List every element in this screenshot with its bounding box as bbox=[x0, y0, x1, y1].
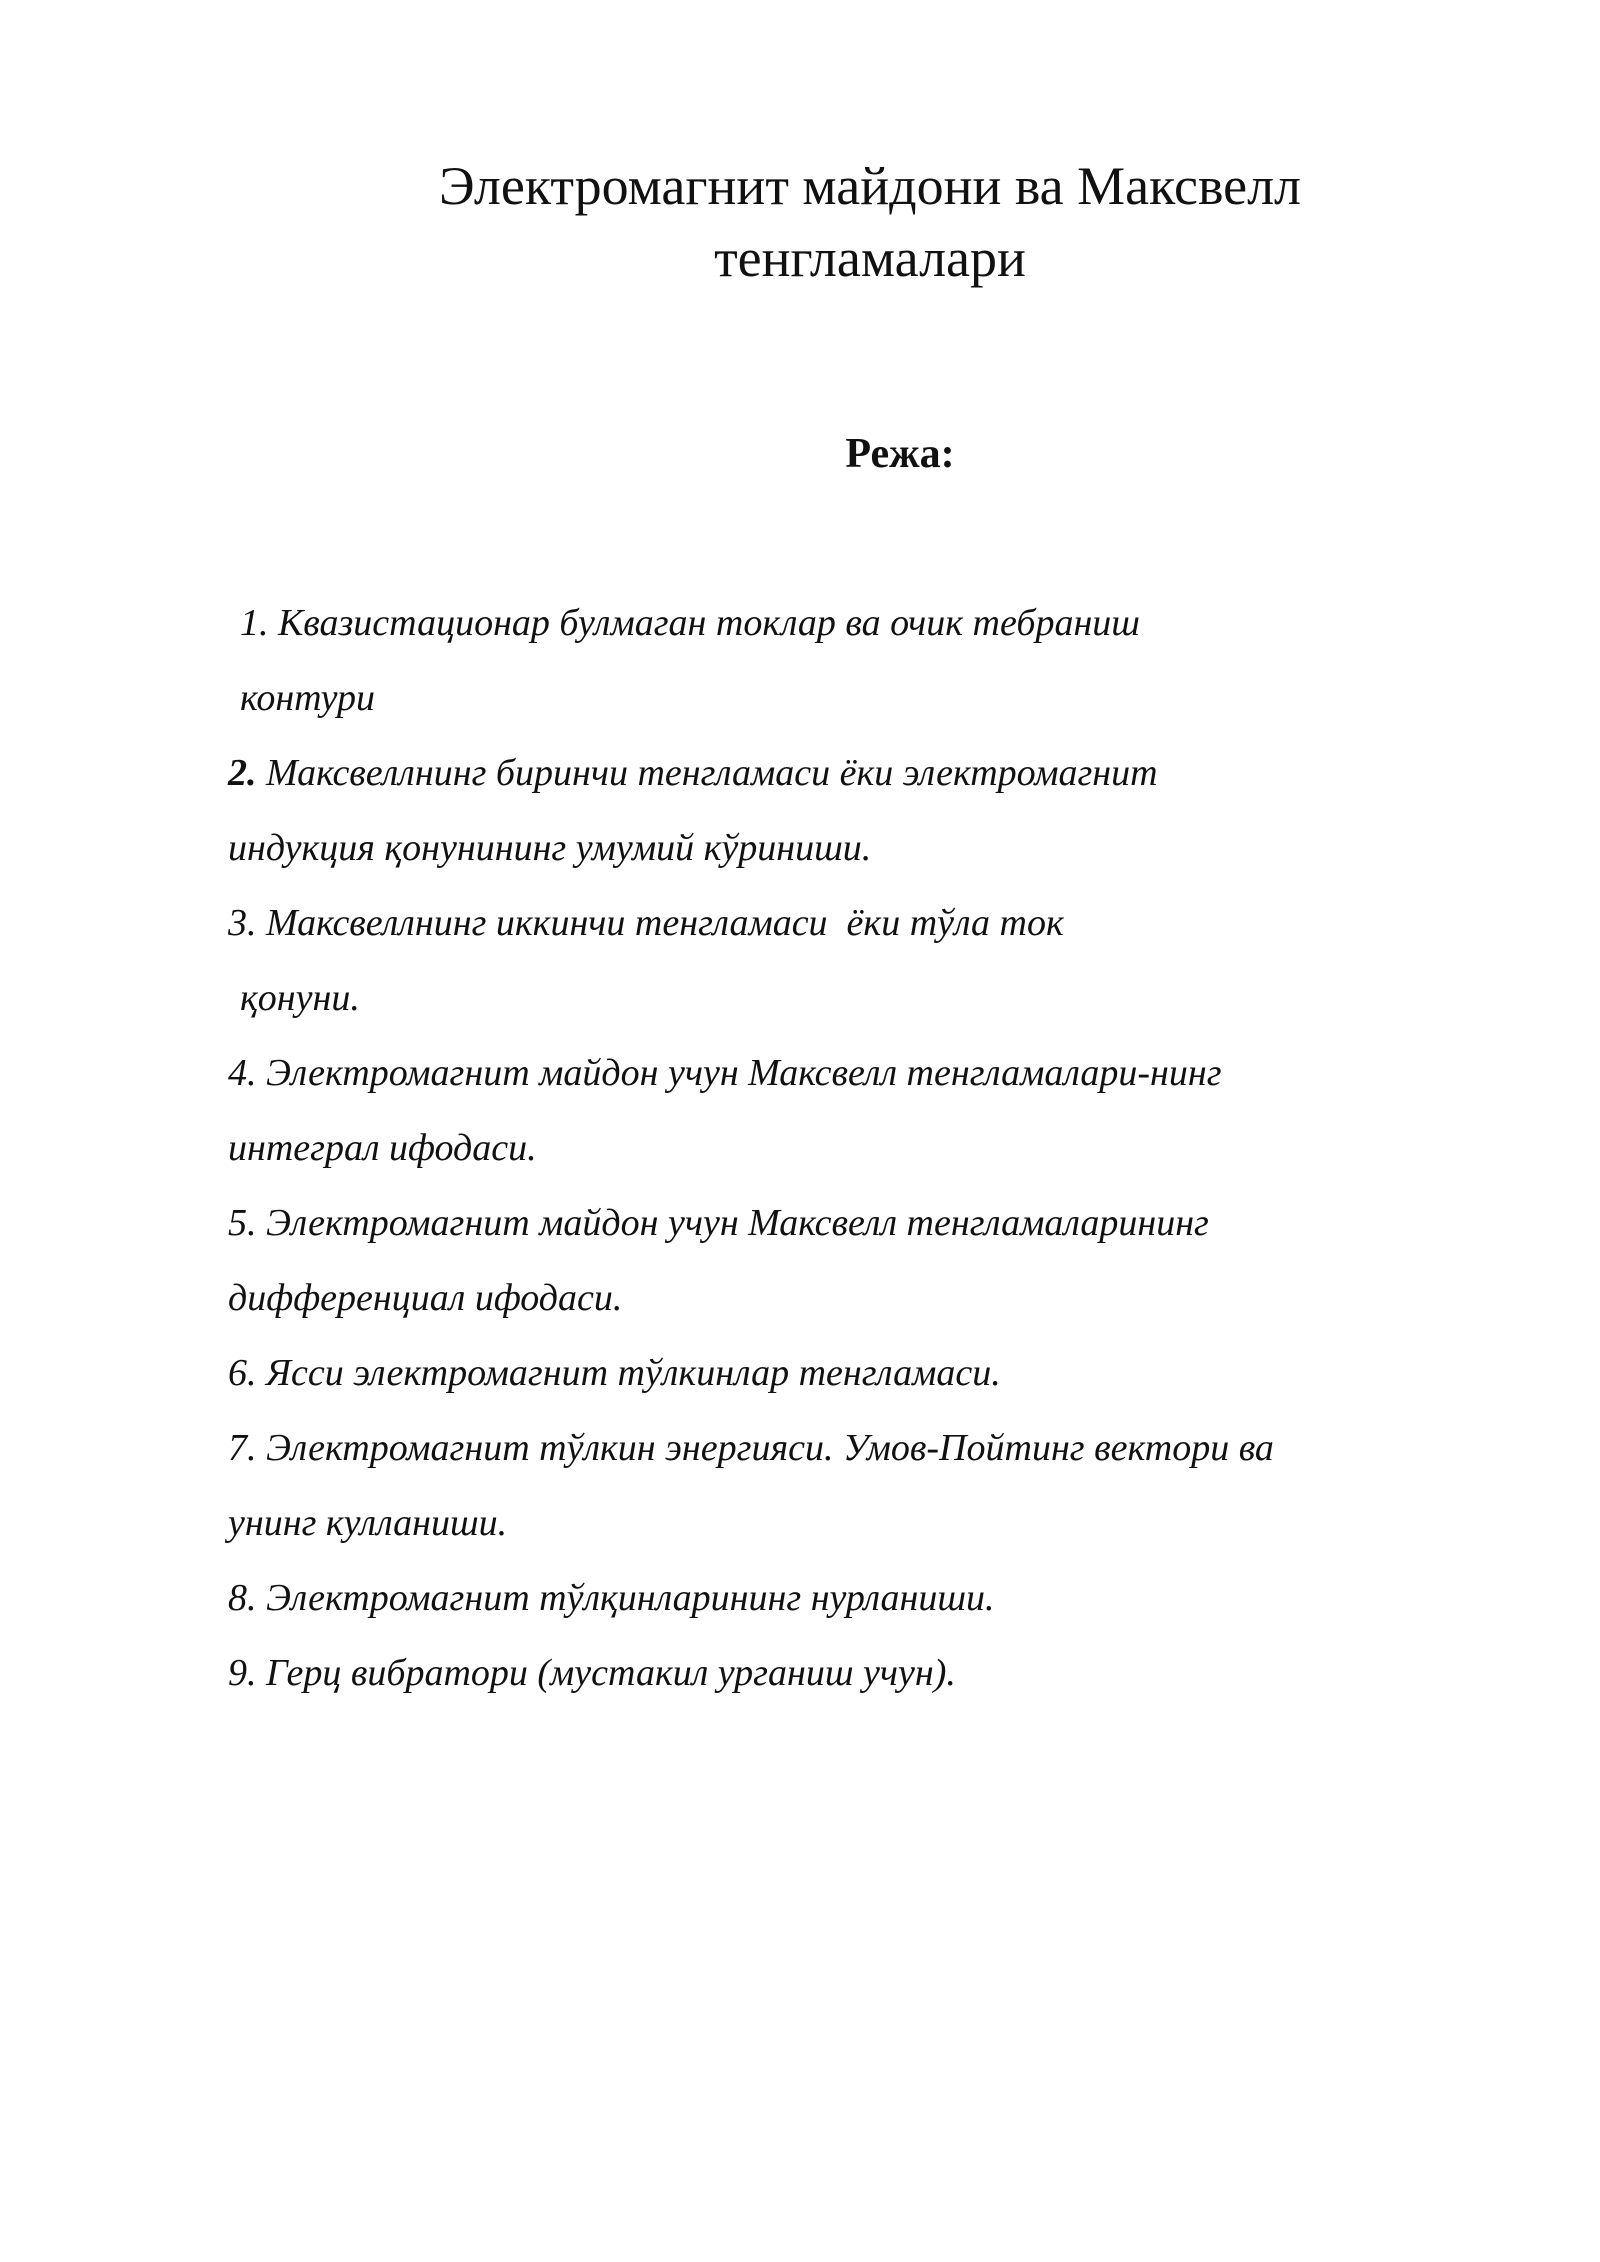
plan-item-5 bbox=[228, 1186, 1528, 1336]
plan-item-7-text-line-2: унинг кулланиши. bbox=[228, 1502, 508, 1544]
plan-item-4 bbox=[228, 1036, 1528, 1186]
plan-item-3 bbox=[228, 886, 1528, 1036]
plan-item-1 bbox=[228, 586, 1528, 736]
plan-item-6-number: 6. bbox=[228, 1352, 257, 1394]
plan-item-8-line-1 bbox=[228, 1561, 1528, 1636]
plan-item-8-text-line-1: Электромагнит тўлқинларининг нурланиши. bbox=[266, 1577, 995, 1619]
plan-item-9-line-1 bbox=[228, 1636, 1528, 1711]
plan-item-7-number: 7. bbox=[228, 1427, 257, 1469]
plan-item-1-line-1 bbox=[228, 586, 1528, 661]
plan-heading: Режа: bbox=[845, 431, 955, 477]
plan-item-1-number: 1. bbox=[240, 602, 269, 644]
plan-item-4-text-line-2: интеграл ифодаси. bbox=[228, 1127, 537, 1169]
plan-item-9 bbox=[228, 1636, 1528, 1711]
plan-item-9-number: 9. bbox=[228, 1652, 257, 1694]
plan-item-1-text-line-2: контури bbox=[240, 677, 376, 719]
plan-item-2 bbox=[228, 736, 1528, 886]
plan-item-7 bbox=[228, 1411, 1528, 1561]
plan-item-1-text-line-1: Квазистационар булмаган токлар ва очик тебраниш bbox=[278, 602, 1140, 644]
plan-item-4-number: 4. bbox=[228, 1052, 257, 1094]
plan-item-3-number: 3. bbox=[228, 902, 257, 944]
plan-item-6-line-1 bbox=[228, 1336, 1528, 1411]
plan-item-2-text-line-2: индукция қонунининг умумий кўриниши. bbox=[228, 827, 872, 869]
plan-item-5-text-line-2: дифференциал ифодаси. bbox=[228, 1277, 623, 1319]
plan-item-9-text-line-1: Герц вибратори (мустакил урганиш учун). bbox=[266, 1652, 956, 1694]
plan-item-3-text-line-2: қонуни. bbox=[240, 977, 360, 1019]
plan-list bbox=[228, 586, 1528, 1711]
plan-item-4-text-line-1: Электромагнит майдон учун Максвелл тенгламалари-нинг bbox=[266, 1052, 1222, 1094]
plan-item-6 bbox=[228, 1336, 1528, 1411]
plan-item-2-text-line-1: Максвеллнинг биринчи тенгламаси ёки электромагнит bbox=[266, 752, 1158, 794]
plan-item-8-number: 8. bbox=[228, 1577, 257, 1619]
plan-item-7-line-1 bbox=[228, 1411, 1528, 1486]
plan-item-2-line-1 bbox=[228, 736, 1528, 811]
plan-item-3-line-1 bbox=[228, 886, 1528, 961]
document-title-line-1: Электромагнит майдони ва Максвелл bbox=[439, 156, 1301, 216]
plan-item-5-line-1 bbox=[228, 1186, 1528, 1261]
plan-item-4-line-1 bbox=[228, 1036, 1528, 1111]
document-title bbox=[300, 150, 1440, 294]
document-title-line-2: тенгламалари bbox=[714, 228, 1026, 288]
plan-item-8 bbox=[228, 1561, 1528, 1636]
plan-item-3-text-line-1: Максвеллнинг иккинчи тенгламаси ёки тўла ток bbox=[266, 902, 1064, 944]
plan-item-6-text-line-1: Ясси электромагнит тўлкинлар тенгламаси. bbox=[266, 1352, 1001, 1394]
plan-item-2-number: 2. bbox=[228, 752, 257, 794]
plan-item-5-number: 5. bbox=[228, 1202, 257, 1244]
plan-item-5-text-line-1: Электромагнит майдон учун Максвелл тенгламаларининг bbox=[266, 1202, 1209, 1244]
plan-item-7-text-line-1: Электромагнит тўлкин энергияси. Умов-Пойтинг вектори ва bbox=[266, 1427, 1274, 1469]
